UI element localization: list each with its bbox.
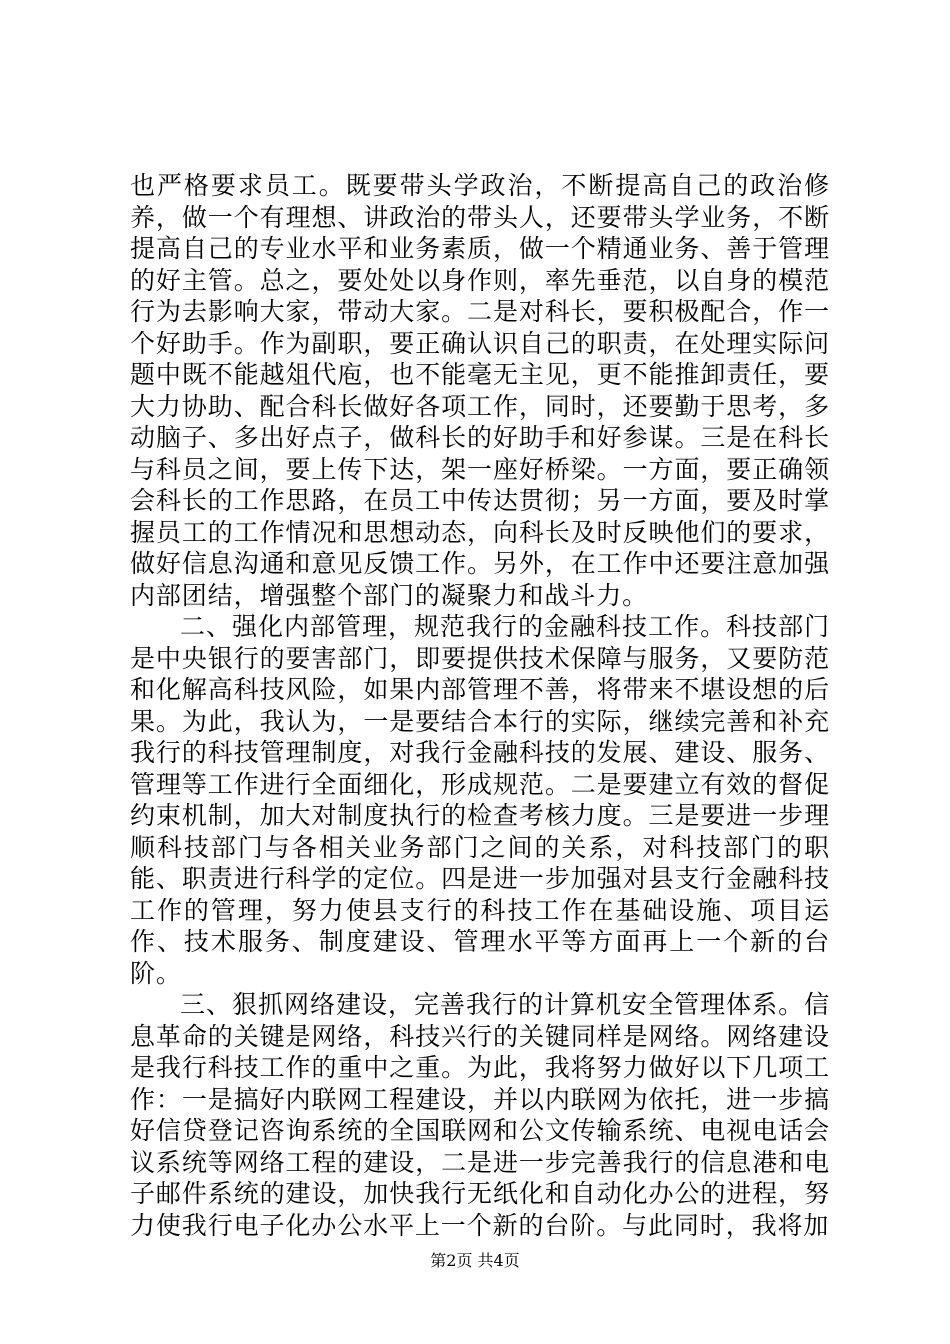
page-number-footer: 第2页 共4页 <box>430 1251 520 1270</box>
paragraph-section-three: 三、狠抓网络建设，完善我行的计算机安全管理体系。信息革命的关键是网络，科技兴行的关键同样是网络。网络建设是我行科技工作的重中之重。为此，我将努力做好以下几项工作：一是搞好内联网工程建设，并以内联网为依托，进一步搞好信贷登记咨询系统的全国联网和公文传输系统、电视电话会议系统等网络工程的建设，二是进一步完善我行的信息港和电子邮件系统的建设，加快我行无纸化和自动化办公的进程，努力使我行电子化办公水平上一个新的台阶。与此同时，我将加 <box>130 990 830 1240</box>
paragraph-continuation: 也严格要求员工。既要带头学政治，不断提高自己的政治修养，做一个有理想、讲政治的带头人，还要带头学业务，不断提高自己的专业水平和业务素质，做一个精通业务、善于管理的好主管。总之，要处处以身作则，率先垂范，以自身的模范行为去影响大家，带动大家。二是对科长，要积极配合，作一个好助手。作为副职，要正确认识自己的职责，在处理实际问题中既不能越俎代庖，也不能毫无主见，更不能推卸责任，要大力协助、配合科长做好各项工作，同时，还要勤于思考，多动脑子、多出好点子，做科长的好助手和好参谋。三是在科长与科员之间，要上传下达，架一座好桥梁。一方面，要正确领会科长的工作思路，在员工中传达贯彻；另一方面，要及时掌握员工的工作情况和思想动态，向科长及时反映他们的要求，做好信息沟通和意见反馈工作。另外，在工作中还要注意加强内部团结，增强整个部门的凝聚力和战斗力。 <box>130 171 830 610</box>
document-body <box>130 170 830 1241</box>
paragraph-section-two: 二、强化内部管理，规范我行的金融科技工作。科技部门是中央银行的要害部门，即要提供技术保障与服务，又要防范和化解高科技风险，如果内部管理不善，将带来不堪设想的后果。为此，我认为，一是要结合本行的实际，继续完善和补充我行的科技管理制度，对我行金融科技的发展、建设、服务、管理等工作进行全面细化，形成规范。二是要建立有效的督促约束机制，加大对制度执行的检查考核力度。三是要进一步理顺科技部门与各相关业务部门之间的关系，对科技部门的职能、职责进行科学的定位。四是进一步加强对县支行金融科技工作的管理，努力使县支行的科技工作在基础设施、项目运作、技术服务、制度建设、管理水平等方面再上一个新的台阶。 <box>130 612 830 988</box>
